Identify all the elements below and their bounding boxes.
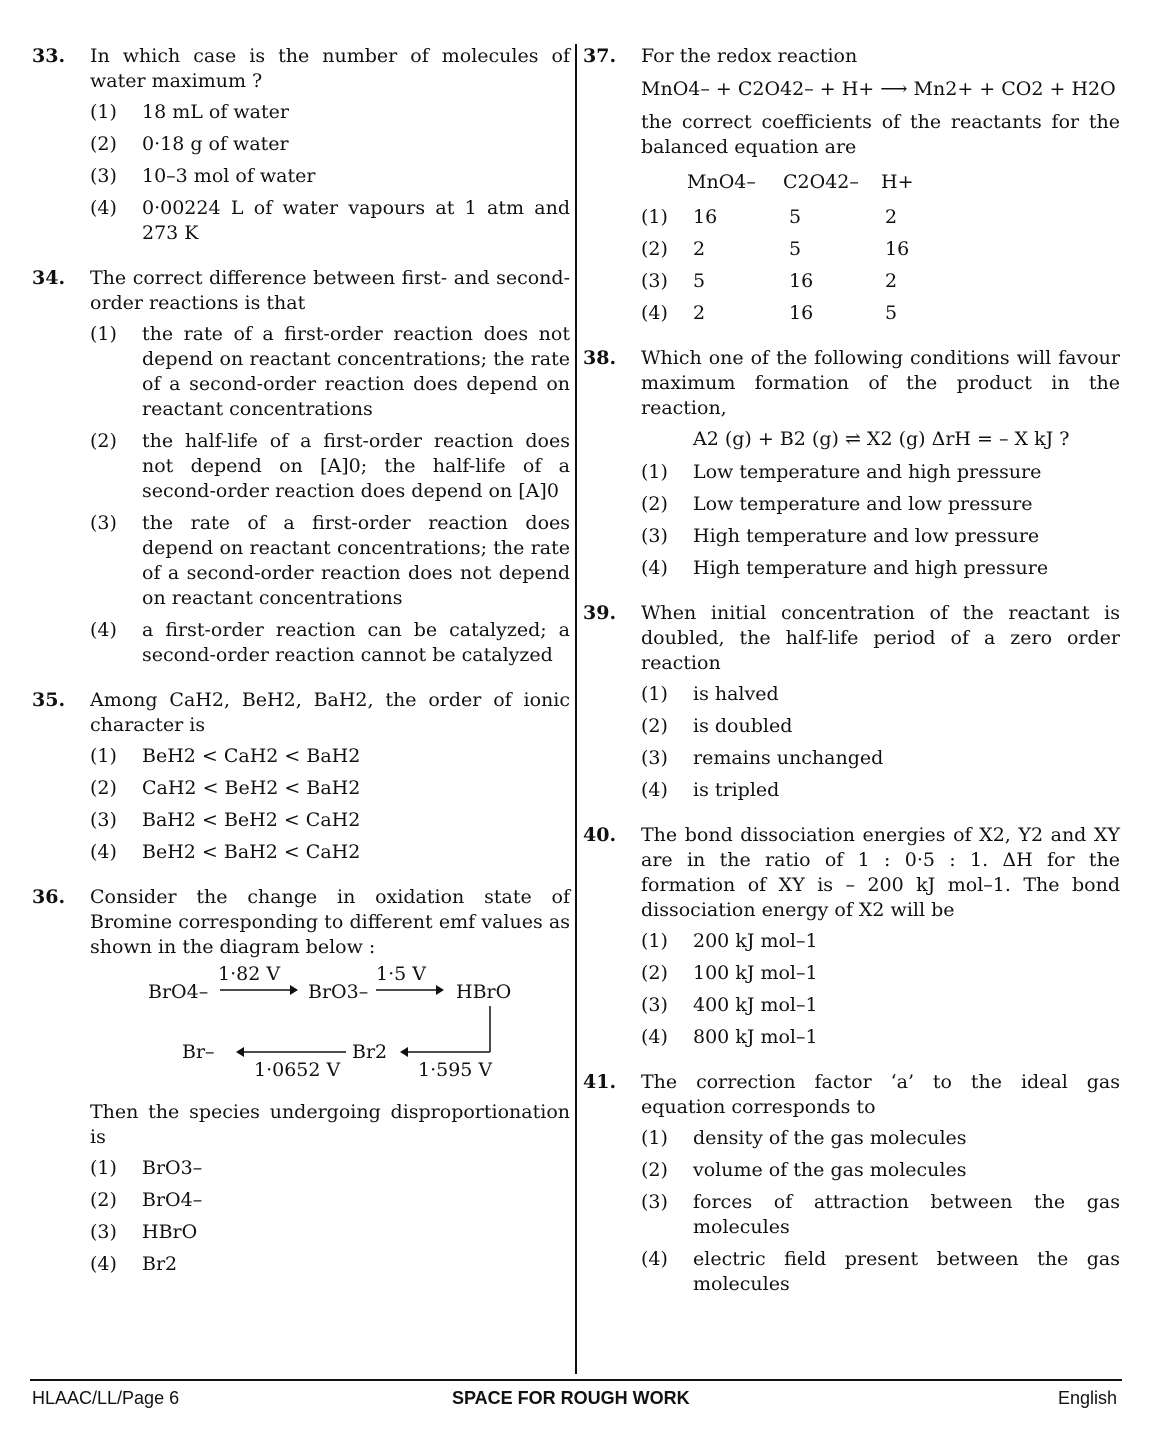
right-column [583, 44, 1120, 1317]
question-number: 39. [583, 602, 617, 624]
species-bro3: BrO3– [308, 981, 369, 1003]
option [90, 429, 570, 504]
option-text: CaH2 < BeH2 < BaH2 [142, 777, 361, 799]
option [90, 744, 570, 769]
option [90, 1252, 570, 1277]
header-h: H+ [881, 171, 914, 193]
question-number: 34. [32, 267, 66, 289]
question-number: 40. [583, 824, 617, 846]
option [641, 556, 1120, 581]
options-list [641, 929, 1120, 1050]
option [641, 1025, 1120, 1050]
question-text: The bond dissociation energies of X2, Y2 and XY are in the ratio of 1 : 0·5 : 1. ΔH for the formation of XY is – 200 kJ mol–1. The bond dissociation energy of X2 will be [641, 824, 1120, 921]
option [90, 1156, 570, 1181]
coeff-c: 2 [885, 206, 898, 228]
option-text: High temperature and high pressure [693, 557, 1049, 579]
question-text: Which one of the following conditions will favour maximum formation of the product in the reaction, [641, 347, 1120, 419]
emf-label-1: 1·82 V [218, 963, 281, 985]
question-number: 33. [32, 45, 66, 67]
option [90, 776, 570, 801]
emf-label-2: 1·5 V [376, 963, 426, 985]
option-number: (2) [641, 962, 668, 984]
option [641, 1126, 1120, 1151]
option-text: the rate of a first-order reaction does depend on reactant concentrations; the rate of a second-order reaction does not depend on reactant concentrations [142, 512, 570, 609]
option-number: (3) [90, 165, 117, 187]
question-number: 35. [32, 689, 66, 711]
option-number: (3) [641, 525, 668, 547]
option-text: Br2 [142, 1253, 178, 1275]
emf-label-3: 1·595 V [418, 1059, 493, 1081]
option [90, 1220, 570, 1245]
option-text: 100 kJ mol–1 [693, 962, 818, 984]
option [641, 1158, 1120, 1183]
option-text: the half-life of a first-order reaction does not depend on [A]0; the half-life of a second-order reaction does depend on [A]0 [142, 430, 570, 502]
option-number: (1) [90, 745, 117, 767]
question-37 [583, 44, 1120, 326]
question-36 [32, 885, 570, 1277]
coefficient-header [687, 170, 1120, 195]
option-text: electric field present between the gas molecules [693, 1248, 1120, 1295]
option [641, 682, 1120, 707]
question-text: Among CaH2, BeH2, BaH2, the order of ionic character is [90, 689, 570, 736]
coeff-a: 2 [693, 238, 706, 260]
question-number: 38. [583, 347, 617, 369]
question-41 [583, 1070, 1120, 1297]
coefficient-row [641, 269, 1120, 294]
option-text: a first-order reaction can be catalyzed; a second-order reaction cannot be catalyzed [142, 619, 570, 666]
option [90, 196, 570, 246]
coeff-c: 5 [885, 302, 898, 324]
option-number: (4) [641, 302, 668, 324]
option-text: HBrO [142, 1221, 198, 1243]
option-number: (1) [641, 461, 668, 483]
question-text: Consider the change in oxidation state of Bromine corresponding to different emf values as shown in the diagram below : [90, 886, 570, 958]
option-number: (3) [641, 747, 668, 769]
option [90, 132, 570, 157]
option-number: (3) [641, 270, 668, 292]
option [641, 524, 1120, 549]
option [641, 1190, 1120, 1240]
option-text: 10–3 mol of water [142, 165, 316, 187]
option-number: (1) [90, 323, 117, 345]
option-text: 800 kJ mol–1 [693, 1026, 818, 1048]
option-number: (3) [90, 809, 117, 831]
question-40 [583, 823, 1120, 1050]
footer-page-code: HLAAC/LL/Page 6 [32, 1388, 180, 1408]
option [641, 1247, 1120, 1297]
option-text: BrO4– [142, 1189, 203, 1211]
option-text: BrO3– [142, 1157, 203, 1179]
coeff-b: 5 [789, 238, 802, 260]
option [641, 961, 1120, 986]
option-number: (1) [641, 206, 668, 228]
question-35 [32, 688, 570, 865]
footer-rough-work: SPACE FOR ROUGH WORK [452, 1388, 690, 1408]
left-column [32, 44, 570, 1297]
question-33 [32, 44, 570, 246]
species-br-minus: Br– [182, 1041, 215, 1063]
question-text: The correction factor ‘a’ to the ideal gas equation corresponds to [641, 1071, 1120, 1118]
option [90, 1188, 570, 1213]
option [90, 322, 570, 422]
option-text: is doubled [693, 715, 793, 737]
option [90, 100, 570, 125]
option-text: BeH2 < BaH2 < CaH2 [142, 841, 361, 863]
option-number: (2) [641, 1159, 668, 1181]
option [641, 778, 1120, 803]
option-text: 200 kJ mol–1 [693, 930, 818, 952]
option-number: (1) [90, 1157, 117, 1179]
option [90, 808, 570, 833]
bromine-emf-diagram [90, 963, 570, 1088]
coefficient-row [641, 205, 1120, 230]
option-text: is tripled [693, 779, 780, 801]
question-34 [32, 266, 570, 668]
option-text: forces of attraction between the gas molecules [693, 1191, 1120, 1238]
option [641, 993, 1120, 1018]
header-mno4: MnO4– [687, 171, 756, 193]
option-text: is halved [693, 683, 779, 705]
options-list [90, 1156, 570, 1277]
coeff-b: 5 [789, 206, 802, 228]
option-number: (2) [641, 238, 668, 260]
option-number: (1) [641, 1127, 668, 1149]
option-text: High temperature and low pressure [693, 525, 1040, 547]
question-text: For the redox reaction [641, 45, 858, 67]
option-text: 400 kJ mol–1 [693, 994, 818, 1016]
option-number: (2) [90, 1189, 117, 1211]
coefficient-row [641, 237, 1120, 262]
option-number: (4) [90, 1253, 117, 1275]
footer-rule [30, 1379, 1122, 1381]
option-number: (2) [90, 133, 117, 155]
option-text: 0·00224 L of water vapours at 1 atm and 273 K [142, 197, 570, 244]
option-number: (4) [641, 1026, 668, 1048]
option-number: (1) [90, 101, 117, 123]
option [641, 492, 1120, 517]
option [641, 929, 1120, 954]
option-text: the rate of a first-order reaction does not depend on reactant concentrations; the rate of a second-order reaction does depend on reactant concentrations [142, 323, 570, 420]
option-number: (2) [90, 430, 117, 452]
option-text: 0·18 g of water [142, 133, 289, 155]
option-text: BeH2 < CaH2 < BaH2 [142, 745, 361, 767]
species-bro4: BrO4– [148, 981, 209, 1003]
option [90, 164, 570, 189]
option-number: (4) [90, 841, 117, 863]
option [641, 746, 1120, 771]
option-number: (3) [641, 1191, 668, 1213]
question-number: 37. [583, 45, 617, 67]
option-text: Low temperature and high pressure [693, 461, 1042, 483]
question-39 [583, 601, 1120, 803]
question-38 [583, 346, 1120, 581]
footer-language: English [1058, 1388, 1118, 1408]
coeff-c: 16 [885, 238, 910, 260]
question-number: 36. [32, 886, 66, 908]
option-number: (1) [641, 930, 668, 952]
options-list [90, 100, 570, 246]
option [90, 511, 570, 611]
options-list [641, 1126, 1120, 1297]
option-text: remains unchanged [693, 747, 884, 769]
question-text: When initial concentration of the reactant is doubled, the half-life period of a zero order reaction [641, 602, 1120, 674]
options-list [641, 682, 1120, 803]
coeff-b: 16 [789, 270, 814, 292]
coeff-b: 16 [789, 302, 814, 324]
question-number: 41. [583, 1071, 617, 1093]
options-list [90, 744, 570, 865]
question-text: The correct difference between first- and second-order reactions is that [90, 267, 570, 314]
coeff-a: 5 [693, 270, 706, 292]
option-number: (4) [641, 557, 668, 579]
question-text-continued: the correct coefficients of the reactants for the balanced equation are [641, 111, 1120, 158]
question-text: In which case is the number of molecules of water maximum ? [90, 45, 570, 92]
option-number: (3) [641, 994, 668, 1016]
column-divider [575, 44, 577, 1374]
option [90, 618, 570, 668]
option [641, 460, 1120, 485]
option-number: (2) [90, 777, 117, 799]
option-number: (2) [641, 715, 668, 737]
header-c2o4: C2O42– [783, 171, 859, 193]
option-text: volume of the gas molecules [693, 1159, 967, 1181]
species-br2: Br2 [352, 1041, 388, 1063]
redox-equation: MnO4– + C2O42– + H+ ⟶ Mn2+ + CO2 + H2O [641, 78, 1116, 100]
option-number: (4) [90, 197, 117, 219]
option-number: (4) [641, 779, 668, 801]
coeff-a: 2 [693, 302, 706, 324]
option [90, 840, 570, 865]
coeff-c: 2 [885, 270, 898, 292]
option-text: density of the gas molecules [693, 1127, 967, 1149]
option-number: (4) [90, 619, 117, 641]
option-text: BaH2 < BeH2 < CaH2 [142, 809, 361, 831]
option-text: Low temperature and low pressure [693, 493, 1033, 515]
options-list [90, 322, 570, 668]
emf-label-4: 1·0652 V [254, 1059, 341, 1081]
option-number: (3) [90, 1221, 117, 1243]
question-text-continued: Then the species undergoing disproportionation is [90, 1101, 570, 1148]
equilibrium-equation: A2 (g) + B2 (g) ⇌ X2 (g) ΔrH = – X kJ ? [693, 428, 1070, 450]
option-number: (2) [641, 493, 668, 515]
options-list [641, 460, 1120, 581]
option-number: (3) [90, 512, 117, 534]
species-hbro: HBrO [456, 981, 512, 1003]
coefficient-row [641, 301, 1120, 326]
option-number: (4) [641, 1248, 668, 1270]
option-text: 18 mL of water [142, 101, 289, 123]
option-number: (1) [641, 683, 668, 705]
option [641, 714, 1120, 739]
coeff-a: 16 [693, 206, 718, 228]
